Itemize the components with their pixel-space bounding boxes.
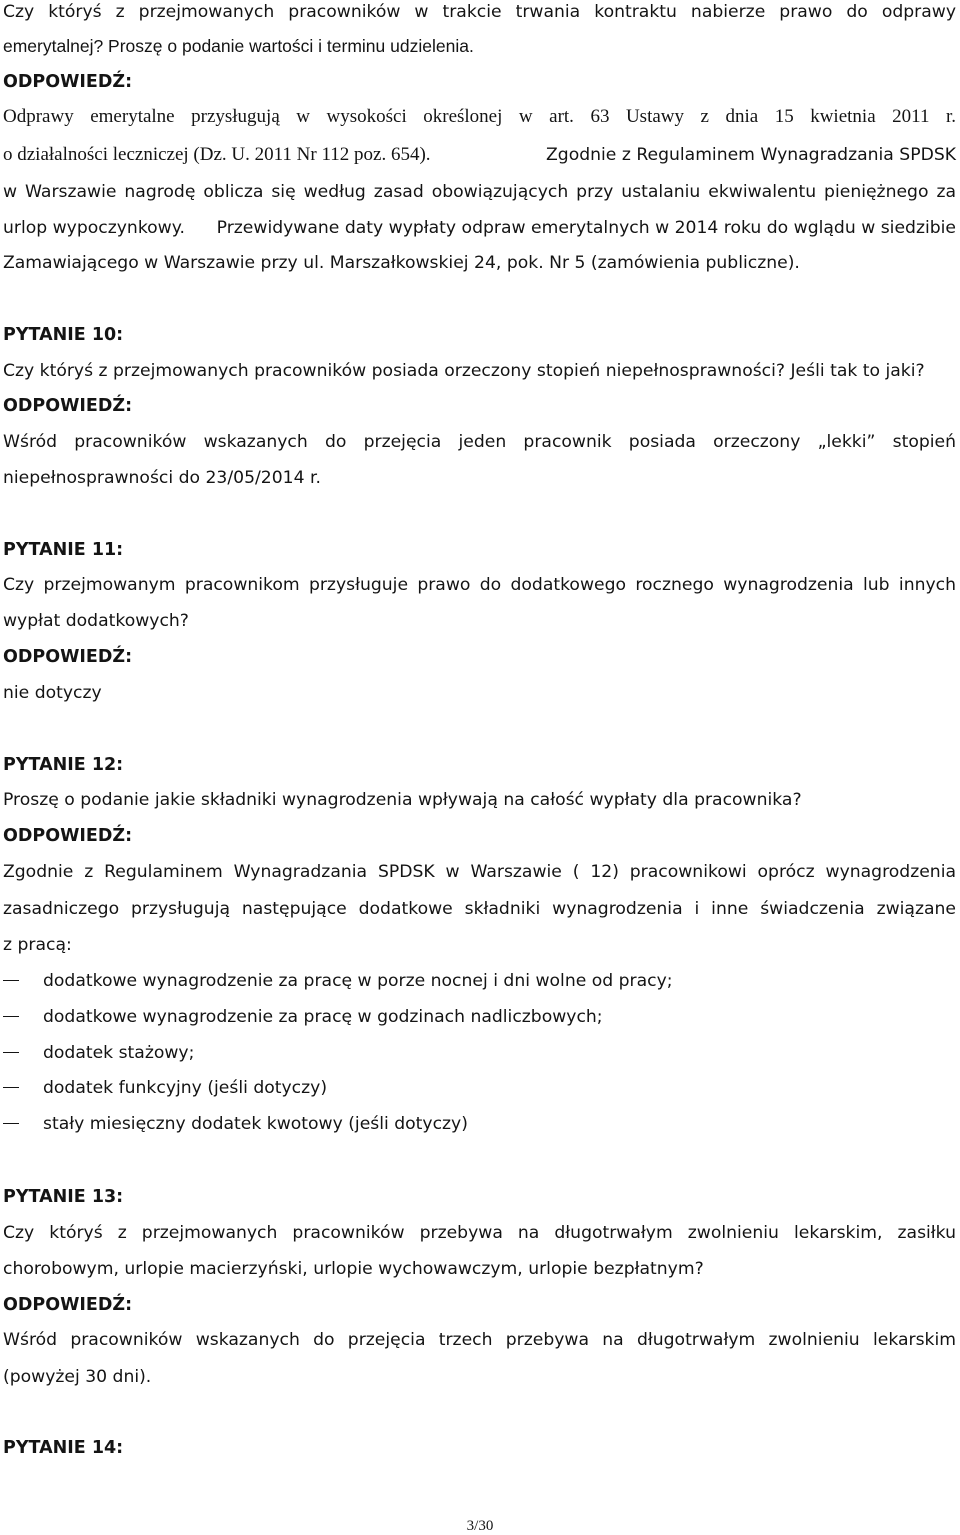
dash-bullet-icon — [3, 1052, 19, 1053]
answer-label: ODPOWIEDŹ: — [3, 72, 133, 92]
page-number: 3/30 — [466, 1518, 494, 1534]
dash-bullet-icon — [3, 980, 19, 981]
list-item: dodatek funkcyjny (jeśli dotyczy) — [3, 1077, 327, 1099]
question-text-line: Czy któryś z przejmowanych pracowników przebywa na długotrwałym zwolnieniu lekarskim, zasiłku — [3, 1223, 956, 1243]
dash-bullet-icon — [3, 1016, 19, 1017]
answer-text-line: Zgodnie z Regulaminem Wynagradzania SPDSK w Warszawie ( 12) pracownikowi oprócz wynagrodzenia — [3, 862, 956, 882]
question-heading: PYTANIE 11: — [3, 540, 124, 560]
list-item: dodatkowe wynagrodzenie za pracę w godzinach nadliczbowych; — [3, 1006, 603, 1028]
answer-text-line: Wśród pracowników wskazanych do przejęcia jeden pracownik posiada orzeczony „lekki” stopień — [3, 432, 956, 452]
answer-text-line: Zamawiającego w Warszawie przy ul. Marszałkowskiej 24, pok. Nr 5 (zamówienia publiczne). — [3, 253, 800, 273]
question-text-line: Czy przejmowanym pracownikom przysługuje prawo do dodatkowego rocznego wynagrodzenia lub innych — [3, 575, 956, 595]
answer-label: ODPOWIEDŹ: — [3, 1295, 133, 1315]
answer-label: ODPOWIEDŹ: — [3, 396, 133, 416]
question-heading: PYTANIE 14: — [3, 1438, 124, 1458]
answer-text-line: niepełnosprawności do 23/05/2014 r. — [3, 468, 321, 488]
answer-text-line: w Warszawie nagrodę oblicza się według zasad obowiązujących przy ustalaniu ekwiwalentu pieniężnego za — [3, 182, 956, 202]
list-item: dodatkowe wynagrodzenie za pracę w porze nocnej i dni wolne od pracy; — [3, 970, 673, 992]
question-text-line: Czy któryś z przejmowanych pracowników posiada orzeczony stopień niepełnosprawności? Jeśli tak to jaki? — [3, 361, 925, 381]
question-text-line: chorobowym, urlopie macierzyński, urlopie wychowawczym, urlopie bezpłatnym? — [3, 1259, 704, 1279]
answer-text-line: Wśród pracowników wskazanych do przejęcia trzech przebywa na długotrwałym zwolnieniu lekarskim — [3, 1330, 956, 1350]
answer-label: ODPOWIEDŹ: — [3, 647, 133, 667]
dash-bullet-icon — [3, 1123, 19, 1124]
question-text-line: Proszę o podanie jakie składniki wynagrodzenia wpływają na całość wypłaty dla pracownika? — [3, 790, 802, 810]
question-text-line: wypłat dodatkowych? — [3, 611, 189, 631]
answer-text-line: urlop wypoczynkowy. Przewidywane daty wypłaty odpraw emerytalnych w 2014 roku do wglądu w siedzibie — [3, 218, 956, 238]
question-text-line: Czy któryś z przejmowanych pracowników w trakcie trwania kontraktu nabierze prawo do odprawy — [3, 2, 956, 22]
answer-text-line: (powyżej 30 dni). — [3, 1367, 152, 1387]
list-item: stały miesięczny dodatek kwotowy (jeśli dotyczy) — [3, 1113, 468, 1135]
answer-label: ODPOWIEDŹ: — [3, 826, 133, 846]
answer-text-line: Odprawy emerytalne przysługują w wysokości określonej w art. 63 Ustawy z dnia 15 kwietnia 2011 r. — [3, 106, 956, 127]
answer-text-line: o działalności leczniczej (Dz. U. 2011 Nr 112 poz. 654). Zgodnie z Regulaminem Wynagradzania SPDSK — [3, 144, 956, 165]
question-heading: PYTANIE 12: — [3, 755, 124, 775]
answer-text-line: nie dotyczy — [3, 683, 102, 703]
question-text-line: emerytalnej? Proszę o podanie wartości i terminu udzielenia. — [3, 36, 474, 56]
dash-bullet-icon — [3, 1087, 19, 1088]
answer-text-line: z pracą: — [3, 935, 72, 955]
question-heading: PYTANIE 13: — [3, 1187, 124, 1207]
question-heading: PYTANIE 10: — [3, 325, 124, 345]
list-item: dodatek stażowy; — [3, 1042, 194, 1064]
answer-text-line: zasadniczego przysługują następujące dodatkowe składniki wynagrodzenia i inne świadczenia związane — [3, 899, 956, 919]
